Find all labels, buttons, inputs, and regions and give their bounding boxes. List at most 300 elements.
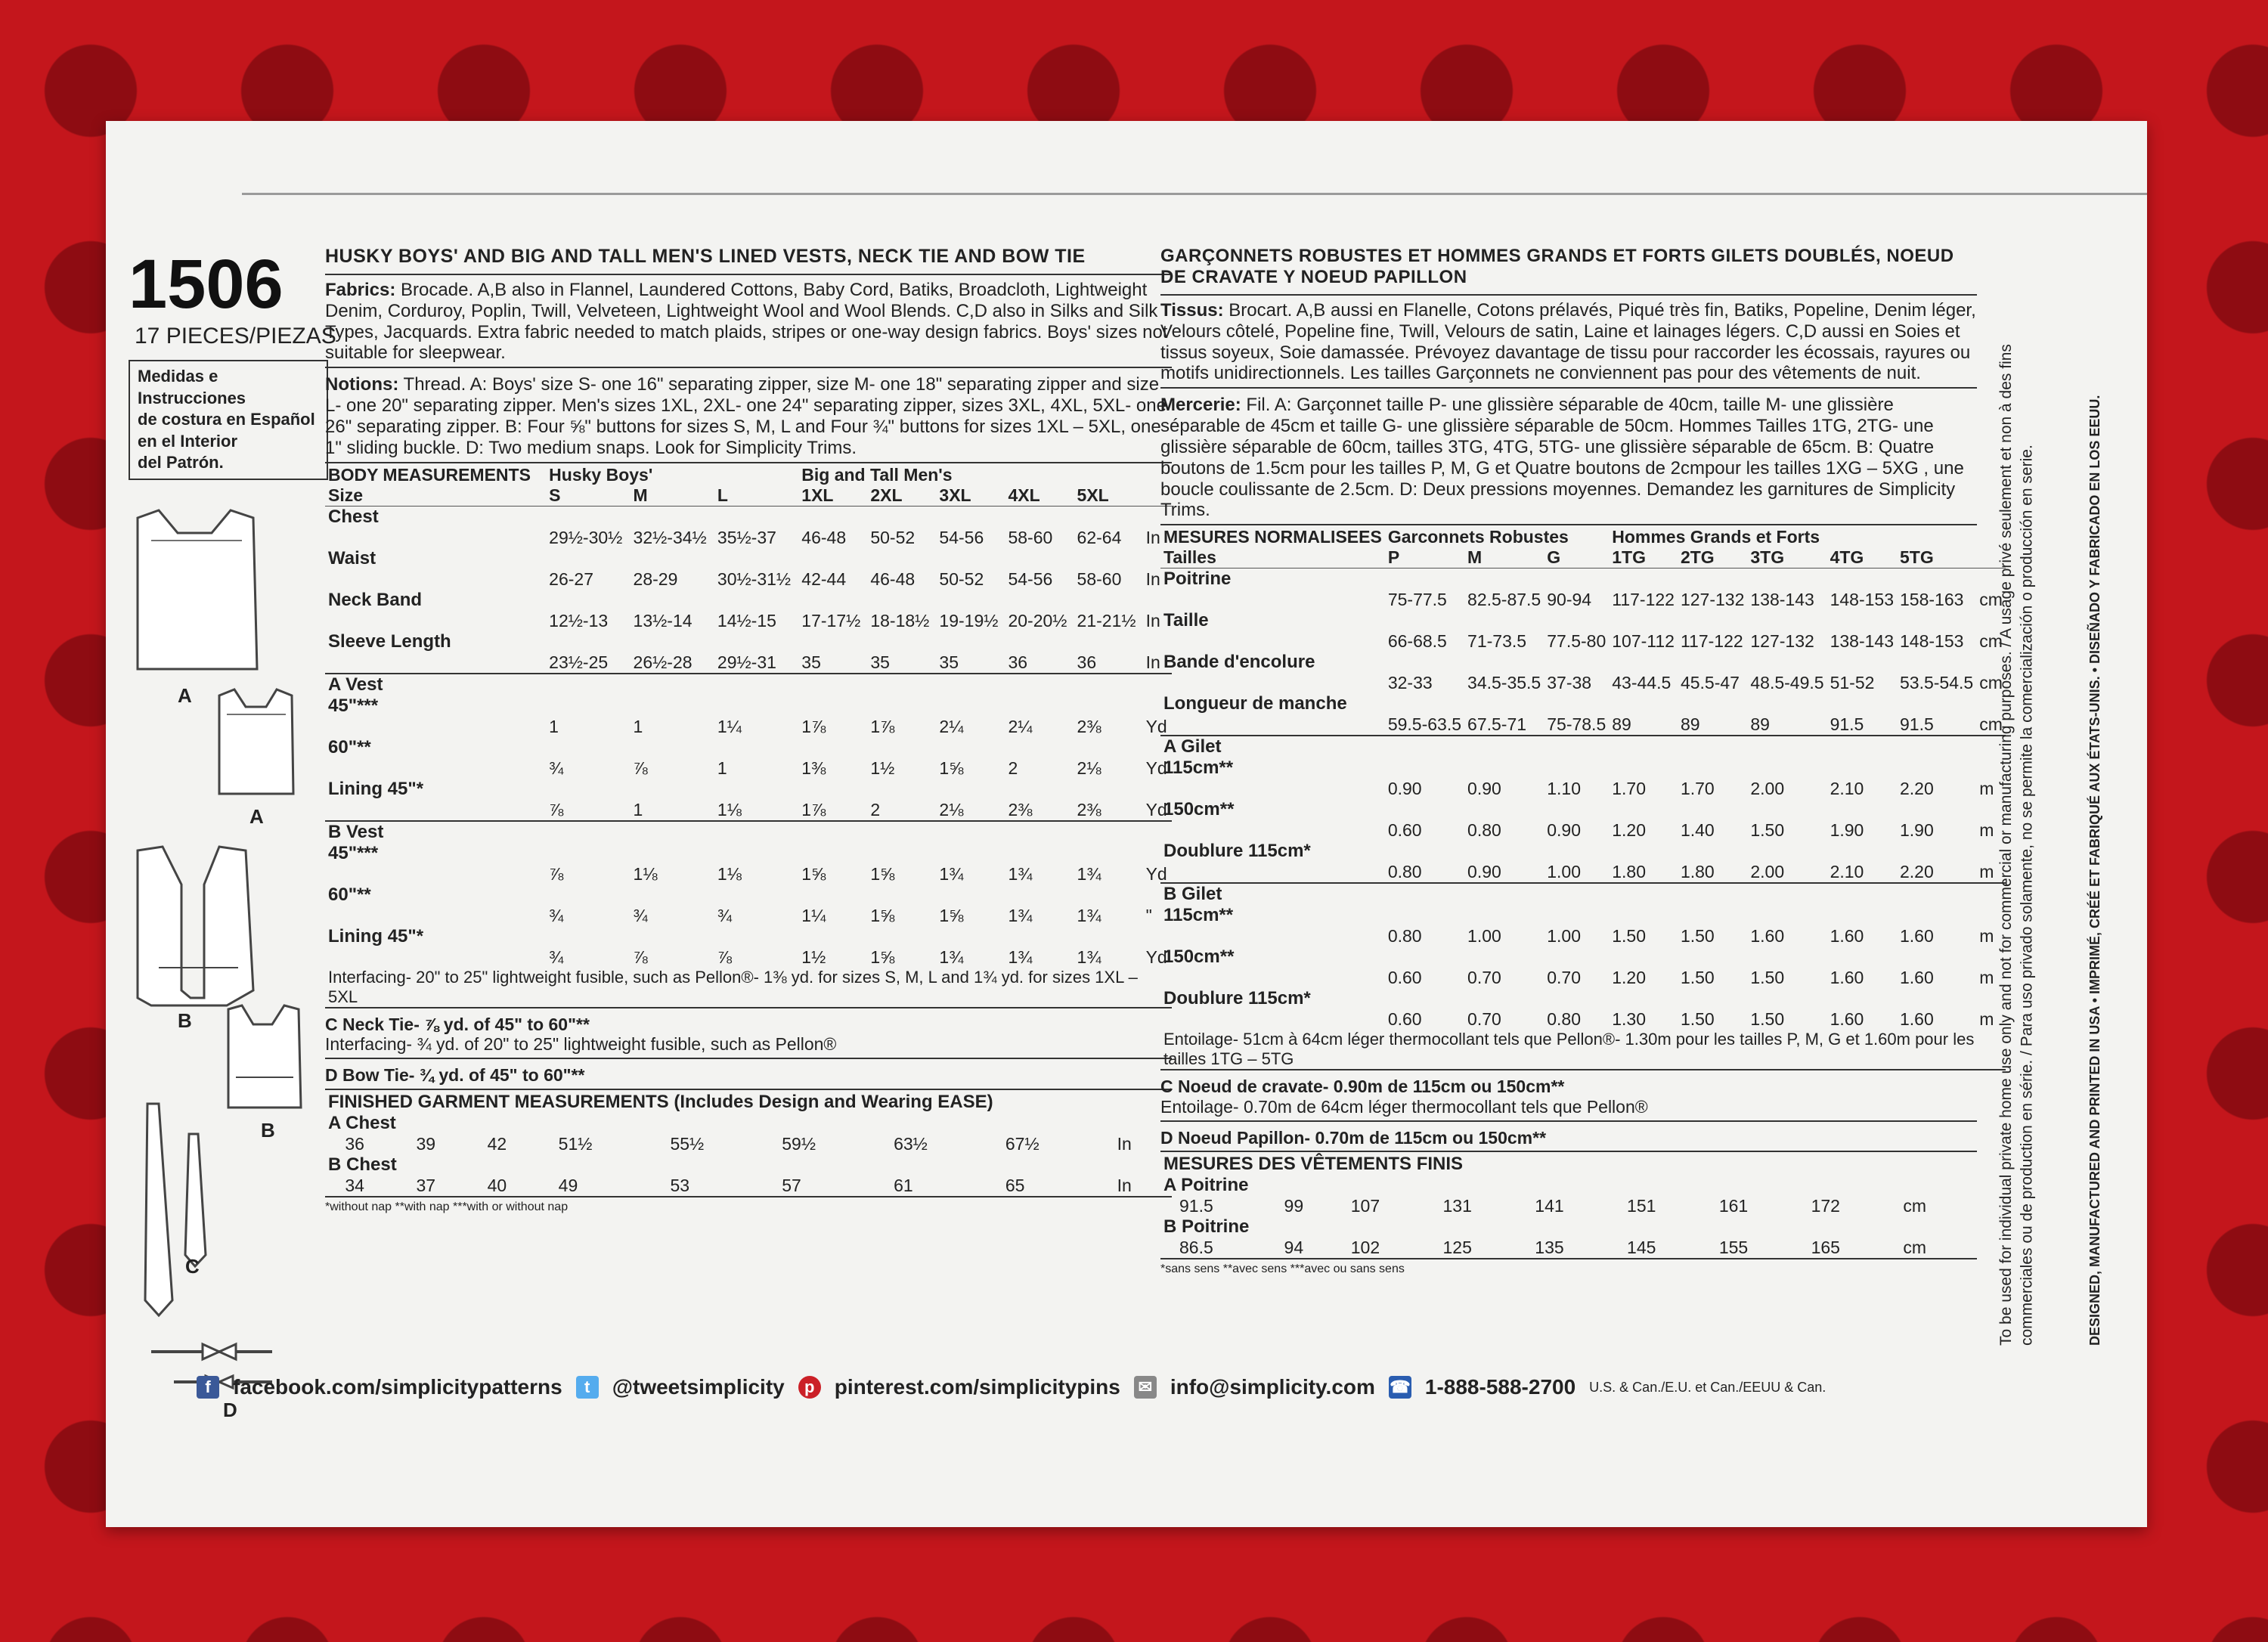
table-row: [325, 926, 1172, 947]
table-cell: 1.60: [1830, 968, 1864, 988]
mercerie-text: Fil. A: Garçonnet taille P- une glissière séparable de 40cm, taille M- une glissière séparable de 45cm et taille G- une glissière séparable de 50cm. Hommes Tailles 1TG, 2TG- une glissière séparable de 60cm, tailles 3TG, 4TG, 5TG- une glissière séparable de 65cm. B: Quatre boutons de 1.5cm pour les tailles P, M, G et Quatre boutons de 2cmpour les tailles 1XG – 5XG , une boucle coulissante de 2.5cm. D: Deux pressions moyennes. Demandez les garnitures de Simplicity Trims.: [1160, 395, 1964, 521]
table-cell: 155: [1718, 1238, 1749, 1258]
row-label: 60"**: [328, 884, 371, 905]
twitter-link[interactable]: @tweetsimplicity: [612, 1375, 785, 1399]
tissus-paragraph: [1160, 294, 1977, 389]
unit-cell: m: [1979, 820, 1994, 841]
english-column: [325, 246, 1172, 1214]
table-cell: 1.60: [1830, 926, 1864, 946]
table-cell: 40: [487, 1175, 507, 1195]
table-cell: 77.5-80: [1547, 631, 1606, 652]
interfacing-note: Entoilage- 51cm à 64cm léger thermocollant tels que Pellon®- 1.30m pour les tailles P, M, G et 1.60m pour les tailles 1TG – 5TG: [1163, 1030, 1975, 1069]
figure-label-d: D: [223, 1399, 237, 1421]
pinterest-icon: p: [798, 1376, 821, 1399]
table-row: [1160, 631, 2006, 652]
b-vest-heading: B Gilet: [1163, 884, 1222, 905]
table-cell: 1.00: [1467, 926, 1501, 946]
row-label: [1160, 926, 1385, 946]
table-cell: 1.20: [1612, 968, 1647, 988]
table-cell: 1.50: [1680, 1009, 1715, 1030]
table-cell: 29½-31: [717, 652, 776, 672]
table-cell: 91.5: [1830, 714, 1864, 735]
table-cell: 63½: [894, 1133, 928, 1154]
table-cell: 36: [1008, 652, 1028, 672]
table-cell: ⅞: [717, 946, 733, 967]
table-cell: 20-20½: [1008, 610, 1067, 630]
a-vest-heading: A Vest: [328, 674, 383, 695]
table-cell: 107-112: [1612, 631, 1675, 652]
size-header: 1XL: [801, 485, 834, 505]
table-row: [1160, 569, 2006, 590]
size-group-boys: Husky Boys': [549, 464, 653, 485]
table-cell: 2: [870, 799, 881, 819]
table-row: [1160, 693, 2006, 714]
size-group-men: Hommes Grands et Forts: [1612, 527, 1820, 547]
table-cell: 1.60: [1900, 1009, 1934, 1030]
table-cell: 1.50: [1612, 926, 1647, 946]
phone-note: U.S. & Can./E.U. et Can./EEUU & Can.: [1589, 1379, 1826, 1395]
row-label: [1160, 779, 1385, 799]
table-cell: 2.20: [1900, 862, 1934, 882]
table-row: [325, 590, 1172, 611]
row-label: Longueur de manche: [1163, 693, 1347, 714]
row-label: Poitrine: [1163, 569, 1232, 590]
row-label: B Chest: [328, 1154, 397, 1175]
row-label: [325, 652, 546, 674]
facebook-link[interactable]: facebook.com/simplicitypatterns: [233, 1375, 562, 1399]
table-cell: 35: [801, 652, 821, 672]
table-cell: 55½: [670, 1133, 705, 1154]
table-cell: 57: [782, 1175, 801, 1195]
row-label: [1160, 820, 1385, 841]
table-cell: 151: [1627, 1196, 1656, 1216]
table-cell: 59½: [782, 1133, 816, 1154]
table-cell: 0.70: [1547, 968, 1581, 988]
table-cell: 54-56: [1008, 569, 1053, 589]
neck-tie-sketch: [145, 1104, 206, 1315]
table-cell: 1¾: [1008, 946, 1033, 967]
table-row: [1160, 1196, 1977, 1216]
row-label: [325, 864, 546, 885]
table-cell: 1: [717, 757, 727, 778]
table-cell: 127-132: [1750, 631, 1814, 652]
table-row: [1160, 673, 2006, 693]
vest-b-front-sketch: [138, 847, 253, 1005]
table-cell: 0.90: [1387, 779, 1422, 799]
table-row: [1160, 1238, 1977, 1259]
table-cell: 102: [1350, 1238, 1380, 1258]
table-cell: 59.5-63.5: [1387, 714, 1462, 735]
row-label: [1160, 631, 1385, 652]
table-cell: 1.80: [1680, 862, 1715, 882]
table-row: [325, 611, 1172, 631]
table-cell: 58-60: [1077, 569, 1122, 589]
unit-cell: m: [1979, 1009, 1994, 1030]
table-row: [325, 506, 1172, 528]
row-label: [325, 1176, 342, 1197]
table-row: [1160, 926, 2006, 946]
table-cell: 1⅞: [801, 716, 826, 736]
garment-sketches: [106, 121, 355, 1421]
table-cell: 1: [633, 799, 643, 819]
table-cell: 86.5: [1179, 1238, 1213, 1258]
usage-notice: To be used for individual private home use only and not for commercial or manufacturing purposes. / A usage privé seulement et non à des fins commerciales ou de production en série. / Para uso privado solamente, no se permite la comercialización o producción en serie.: [1997, 344, 2036, 1346]
size-header: 1TG: [1612, 547, 1646, 568]
table-cell: 2⅛: [1077, 757, 1101, 778]
table-row: [325, 885, 1172, 906]
row-label: [325, 528, 546, 548]
table-cell: 0.70: [1467, 1009, 1501, 1030]
table-cell: 2¼: [1008, 716, 1033, 736]
table-cell: 99: [1284, 1196, 1304, 1216]
table-cell: 58-60: [1008, 527, 1053, 547]
table-row: [325, 1113, 1172, 1134]
table-row: [325, 1176, 1172, 1197]
spanish-note-line: de costura en Español: [138, 410, 315, 429]
mercerie-label: Mercerie:: [1160, 395, 1241, 416]
mail-icon: ✉: [1134, 1376, 1157, 1399]
french-footnote: *sans sens **avec sens ***avec ou sans sens: [1160, 1262, 1405, 1276]
table-cell: 71-73.5: [1467, 631, 1527, 652]
finished-measurements-heading: FINISHED GARMENT MEASUREMENTS (Includes Design and Wearing EASE): [328, 1091, 993, 1112]
table-row: [325, 631, 1172, 652]
phone-icon: ☎: [1389, 1376, 1411, 1399]
table-cell: 53.5-54.5: [1900, 673, 1974, 693]
row-label: 45"***: [328, 695, 379, 716]
table-cell: 89: [1750, 714, 1770, 735]
vest-a-front-sketch: [138, 510, 257, 669]
row-label: [325, 947, 546, 968]
table-cell: 82.5-87.5: [1467, 590, 1541, 610]
table-cell: 26½-28: [633, 652, 692, 672]
email-link[interactable]: info@simplicity.com: [1170, 1375, 1375, 1399]
table-cell: 2.00: [1750, 779, 1785, 799]
table-row: [1160, 988, 2006, 1009]
vest-a-back-sketch: [219, 689, 293, 794]
twitter-icon: t: [576, 1376, 599, 1399]
table-cell: 1⅛: [717, 863, 742, 884]
figure-label-c: C: [185, 1255, 200, 1278]
unit-cell: ": [1145, 905, 1152, 925]
french-column: [1160, 246, 2003, 1276]
unit-cell: Yd: [1145, 799, 1167, 819]
c-neck-tie-line: [325, 1015, 1172, 1059]
table-cell: 50-52: [939, 569, 984, 589]
table-cell: 148-153: [1830, 590, 1894, 610]
table-cell: 0.90: [1467, 862, 1501, 882]
c-noeud-cravate-line: [1160, 1077, 1977, 1121]
table-cell: 45.5-47: [1680, 673, 1740, 693]
unit-cell: cm: [1979, 714, 2003, 735]
table-row: [1160, 736, 2006, 757]
table-cell: 1.70: [1612, 779, 1647, 799]
table-cell: 26-27: [549, 569, 593, 589]
table-cell: 1.00: [1547, 926, 1581, 946]
fabrics-paragraph: [325, 274, 1172, 368]
table-cell: 34: [345, 1175, 364, 1195]
table-cell: 1.60: [1750, 926, 1785, 946]
fabrics-text: Brocade. A,B also in Flannel, Laundered Cottons, Baby Cord, Batiks, Broadcloth, Lightweight Denim, Corduroy, Poplin, Twill, Velveteen, Lightweight Wool and Wool Blends. C,D also in Silks and Silk Types, Jacquards. Extra fabric needed to match plaids, stripes or one-way design fabrics. Boys' sizes not suitable for sleepwear.: [325, 280, 1168, 364]
row-label: 45"***: [328, 842, 379, 863]
b-vest-heading: B Vest: [328, 821, 384, 842]
table-cell: 158-163: [1900, 590, 1964, 610]
table-cell: 1.10: [1547, 779, 1581, 799]
table-cell: ⅞: [633, 757, 648, 778]
table-row: [325, 821, 1172, 843]
table-cell: 141: [1535, 1196, 1564, 1216]
table-cell: 2.20: [1900, 779, 1934, 799]
unit-cell: cm: [1979, 590, 2003, 610]
row-label: 60"**: [328, 736, 371, 757]
figure-label-a: A: [178, 684, 192, 707]
table-row: [1160, 757, 2006, 779]
figure-label-b: B: [261, 1119, 275, 1142]
table-cell: 19-19½: [939, 610, 999, 630]
table-cell: 117-122: [1612, 590, 1675, 610]
french-measurement-table: [1160, 527, 2006, 1070]
table-cell: 1.70: [1680, 779, 1715, 799]
table-cell: 135: [1535, 1238, 1564, 1258]
table-row: [1160, 968, 2006, 988]
table-cell: 48.5-49.5: [1750, 673, 1824, 693]
table-row: [325, 717, 1172, 737]
pinterest-link[interactable]: pinterest.com/simplicitypins: [834, 1375, 1120, 1399]
table-row: [1160, 841, 2006, 862]
table-cell: 1.40: [1680, 820, 1715, 841]
made-in-usa-notice: DESIGNED, MANUFACTURED AND PRINTED IN USA • IMPRIMÉ, CRÉÉ ET FABRIQUÉ AUX ÉTATS-UNIS. • DISEÑADO Y FABRICADO EN LOS EEUU.: [2087, 395, 2102, 1346]
table-cell: 67½: [1005, 1133, 1040, 1154]
row-label: [325, 800, 546, 821]
spanish-note-line: en el Interior: [138, 431, 238, 451]
tissus-label: Tissus:: [1160, 300, 1224, 321]
table-row: [325, 906, 1172, 926]
table-cell: 2⅜: [1077, 716, 1101, 736]
table-cell: 37: [416, 1175, 436, 1195]
figure-label-b: B: [178, 1009, 192, 1032]
table-cell: 28-29: [633, 569, 678, 589]
table-row: [325, 674, 1172, 696]
table-cell: 61: [894, 1175, 913, 1195]
table-cell: 89: [1680, 714, 1700, 735]
table-row: [325, 1134, 1172, 1154]
unit-cell: In: [1145, 527, 1160, 547]
size-row: [1160, 547, 2006, 569]
table-cell: 35½-37: [717, 527, 776, 547]
unit-cell: cm: [1903, 1196, 1927, 1216]
table-cell: 1⅝: [801, 863, 826, 884]
table-row: [1160, 590, 2006, 610]
table-cell: 32-33: [1387, 673, 1433, 693]
figure-label-a: A: [249, 805, 264, 828]
table-cell: 1.20: [1612, 820, 1647, 841]
table-cell: ⅞: [549, 799, 564, 819]
table-cell: 1¾: [1077, 905, 1101, 925]
table-cell: 29½-30½: [549, 527, 623, 547]
size-header: 4XL: [1008, 485, 1040, 505]
table-cell: 1.90: [1830, 820, 1864, 841]
table-cell: 35: [939, 652, 959, 672]
table-cell: 42: [487, 1133, 507, 1154]
spanish-note-line: Medidas e Instrucciones: [138, 367, 246, 407]
table-cell: 67.5-71: [1467, 714, 1527, 735]
table-cell: 35: [870, 652, 890, 672]
table-cell: 172: [1811, 1196, 1840, 1216]
table-cell: 30½-31½: [717, 569, 792, 589]
table-cell: 21-21½: [1077, 610, 1136, 630]
pattern-number: 1506: [129, 246, 284, 323]
size-header: S: [549, 485, 561, 505]
social-footer: [197, 1368, 2071, 1406]
table-cell: ⅞: [549, 863, 564, 884]
table-cell: 1¾: [939, 863, 964, 884]
table-cell: 12½-13: [549, 610, 609, 630]
mercerie-paragraph: [1160, 395, 1977, 525]
table-cell: 1⅝: [870, 905, 895, 925]
unit-cell: Yd: [1145, 716, 1167, 736]
table-header: [325, 465, 1172, 485]
table-cell: 145: [1627, 1238, 1656, 1258]
table-cell: 34.5-35.5: [1467, 673, 1541, 693]
table-cell: 66-68.5: [1387, 631, 1447, 652]
table-row: [325, 528, 1172, 548]
table-cell: 91.5: [1179, 1196, 1213, 1216]
table-cell: 1.50: [1680, 926, 1715, 946]
table-cell: 1.30: [1612, 1009, 1647, 1030]
table-row: [325, 800, 1172, 821]
table-cell: 42-44: [801, 569, 847, 589]
table-cell: 2⅜: [1077, 799, 1101, 819]
size-group-men: Big and Tall Men's: [801, 464, 953, 485]
row-label: Waist: [328, 547, 376, 569]
table-cell: 1⅞: [870, 716, 895, 736]
row-label: [325, 1134, 342, 1154]
table-cell: 2¼: [939, 716, 964, 736]
pattern-envelope: [106, 121, 2147, 1527]
size-header: 2XL: [870, 485, 903, 505]
row-label: Taille: [1163, 610, 1209, 631]
table-cell: ⅞: [633, 946, 648, 967]
english-title: HUSKY BOYS' AND BIG AND TALL MEN'S LINED VESTS, NECK TIE AND BOW TIE: [325, 246, 1086, 267]
table-cell: 32½-34½: [633, 527, 707, 547]
table-cell: 18-18½: [870, 610, 930, 630]
row-label: [325, 906, 546, 926]
table-cell: 89: [1612, 714, 1631, 735]
phone-number[interactable]: 1-888-588-2700: [1424, 1375, 1576, 1399]
table-row: [325, 843, 1172, 864]
table-cell: 1.90: [1900, 820, 1934, 841]
table-cell: ¾: [717, 905, 733, 925]
table-cell: 1.00: [1547, 862, 1581, 882]
table-cell: 2.10: [1830, 862, 1864, 882]
table-cell: 0.80: [1547, 1009, 1581, 1030]
size-header: 3TG: [1750, 547, 1785, 568]
body-measurements-heading: BODY MEASUREMENTS: [328, 464, 531, 485]
table-cell: 125: [1442, 1238, 1472, 1258]
table-row: [1160, 1175, 1977, 1196]
unit-cell: cm: [1979, 631, 2003, 652]
table-cell: 1.60: [1830, 1009, 1864, 1030]
table-row: [325, 864, 1172, 885]
row-label: A Chest: [328, 1112, 396, 1133]
row-label: [325, 611, 546, 631]
unit-cell: cm: [1979, 673, 2003, 693]
table-cell: 2: [1008, 757, 1018, 778]
unit-cell: m: [1979, 968, 1994, 988]
table-cell: 94: [1284, 1238, 1304, 1258]
table-cell: 1⅝: [939, 757, 964, 778]
size-header: G: [1547, 547, 1561, 568]
size-header: M: [633, 485, 648, 505]
table-cell: 1⅝: [939, 905, 964, 925]
unit-cell: In: [1145, 569, 1160, 589]
table-header: [1160, 527, 2006, 547]
unit-cell: Yd: [1145, 946, 1167, 967]
table-cell: 148-153: [1900, 631, 1964, 652]
row-label: Chest: [328, 506, 379, 527]
table-cell: 1¾: [1008, 905, 1033, 925]
table-cell: 51½: [558, 1133, 593, 1154]
table-cell: 0.70: [1467, 968, 1501, 988]
table-cell: ¾: [549, 946, 564, 967]
table-row: [325, 968, 1172, 1008]
table-cell: 2.00: [1750, 862, 1785, 882]
table-cell: 127-132: [1680, 590, 1745, 610]
table-cell: 1: [549, 716, 559, 736]
table-cell: 0.90: [1547, 820, 1581, 841]
table-cell: 1¼: [717, 716, 742, 736]
notions-paragraph: [325, 374, 1172, 463]
table-cell: 165: [1811, 1238, 1840, 1258]
english-measurement-table: [325, 465, 1172, 1008]
table-cell: 43-44.5: [1612, 673, 1672, 693]
table-cell: 50-52: [870, 527, 916, 547]
row-label: 115cm**: [1163, 757, 1234, 779]
row-label: 150cm**: [1163, 946, 1235, 968]
pieces-count: 17 PIECES/PIEZAS: [135, 324, 336, 349]
table-cell: 1⅛: [633, 863, 658, 884]
row-label: [1160, 1009, 1385, 1030]
table-cell: 0.90: [1467, 779, 1501, 799]
table-cell: 54-56: [939, 527, 984, 547]
table-row: [1160, 1030, 2006, 1070]
table-cell: 0.60: [1387, 820, 1422, 841]
table-cell: 36: [345, 1133, 364, 1154]
table-cell: 36: [1077, 652, 1097, 672]
facebook-icon: f: [197, 1376, 219, 1399]
table-cell: 0.80: [1387, 862, 1422, 882]
table-row: [1160, 652, 2006, 673]
fabrics-label: Fabrics:: [325, 280, 396, 300]
unit-cell: cm: [1903, 1238, 1927, 1258]
row-label: 115cm**: [1163, 905, 1234, 926]
table-cell: 1⅜: [801, 757, 826, 778]
row-label: [1160, 968, 1385, 988]
envelope-flap-fold: [242, 193, 2147, 203]
table-row: [1160, 714, 2006, 736]
table-cell: 2⅛: [939, 799, 964, 819]
row-label: [325, 717, 546, 737]
table-cell: 1⅛: [717, 799, 742, 819]
french-title: GARÇONNETS ROBUSTES ET HOMMES GRANDS ET FORTS GILETS DOUBLÉS, NOEUD DE CRAVATE Y NOEUD PAPILLON: [1160, 246, 1954, 287]
table-row: [325, 569, 1172, 590]
row-label: [1160, 590, 1385, 610]
d-noeud-papillon-yardage: D Noeud Papillon- 0.70m de 115cm ou 150cm**: [1160, 1128, 1977, 1153]
interfacing-note: Interfacing- 20" to 25" lightweight fusible, such as Pellon®- 1⅜ yd. for sizes S, M, L and 1¾ yd. for sizes 1XL – 5XL: [328, 967, 1138, 1006]
unit-cell: In: [1117, 1175, 1132, 1195]
size-label: Size: [328, 485, 364, 505]
notions-text: Thread. A: Boys' size S- one 16" separating zipper, size M- one 18" separating zipper and size L- one 20" separating zipper. Men's sizes 1XL, 2XL- one 24" separating zipper, sizes 3XL, 4XL, 5XL- one 26" separating zipper. B: Four ⅝" buttons for sizes S, M, L and Four ¾" buttons for sizes 1XL – 5XL, one 1" sliding buckle. D: Two medium snaps. Look for Simplicity Trims.: [325, 374, 1167, 458]
table-row: [325, 779, 1172, 800]
